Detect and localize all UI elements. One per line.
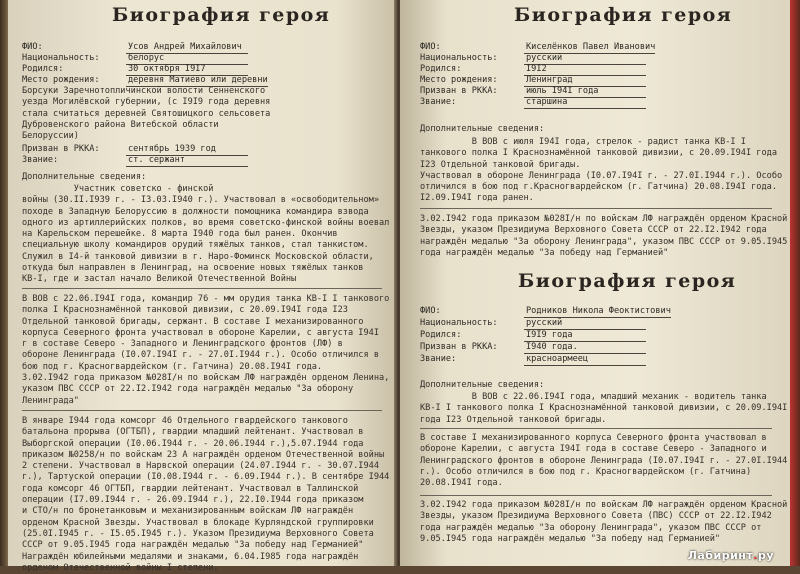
left-page: [8, 0, 396, 573]
paragraph: В ВОВ с июля I94I года, стрелок - радист танка КВ-I I танкового полка I Краснознамённой танковой дивизии, с 20.09.I94I года I23 Отдельной танковой бригады. Участвовал в обороне Ленинграда (I0.07.I94I г. - 27.0I.I944 г.). Особо отличился в бою под г.Красногвардейском (г. Гатчина) 20.08.I94I года. I2.09.I94I года ранен.: [420, 137, 783, 204]
field-value: Киселёнков Павел Иванович: [526, 42, 656, 52]
field-label: Звание:: [420, 97, 457, 107]
book-edge: [790, 0, 800, 566]
field-value: Усов Андрей Михайлович: [126, 42, 248, 54]
paragraph: В ВОВ с 22.06.I94I года, младший механик - водитель танка КВ-I I танкового полка I Краснознамённой танковой дивизии, с 20.09.I94I года I23 Отдельной танковой бригады.: [420, 392, 788, 425]
field-value: русский: [524, 53, 646, 65]
field-value: русский: [524, 318, 646, 330]
field-label: Призван в РККА:: [22, 144, 100, 154]
page-title: Биография героя: [514, 4, 733, 26]
field-rank: [420, 97, 646, 109]
field-label: Национальность:: [22, 53, 100, 63]
divider: [420, 495, 772, 496]
field-nationality: [420, 318, 646, 330]
field-drafted: [420, 342, 646, 354]
field-rank: [420, 354, 646, 366]
field-value: Родников Никола Феоктистович: [526, 306, 671, 316]
divider: [22, 288, 382, 289]
field-label: Национальность:: [420, 318, 498, 328]
field-rank: [22, 155, 248, 167]
paragraph: В январе I944 года комсорг 46 Отдельного гвардейского танкового батальона прорыва (ОГТБП), гвардии младший лейтенант. Участвовал в Выборгской операции (I0.06.I944 г. - 20.06.I944 г.),5.07.I944 года приказом №0258/н по войскам 23 А награждён орденом Отечественной войны 2 степени. Участвовал в Нарвской операции (24.07.I944 г. - 30.07.I944 г.), Тартуской операции (I0.08.I944 г. - 6.09.I944 г.). В сентябре I944 года комсорг 46 ОГТБП, гвардии лейтенант. Участвовал в Таллинской операции (I7.09.I944 г. - 26.09.I944 г.), 22.I0.I944 года приказом и СТО/н по бронетанковым и механизированным войскам ЛФ награждён орденом Красной Звезды. Участвовал в блокаде Курляндской группировки (25.0I.I945 г. - I5.05.I945 г.). Указом Президиума Верховного Совета СССР от 9.05.I945 года награждён медалью "За победу над Германией" Награждён юбилейными медалями и знаками, 6.04.I985 года награждён орденом Отечественной войны I степени.: [22, 416, 390, 573]
paragraph: 3.02.I942 года приказом №028I/н по войскам ЛФ награждён орденом Красной Звезды, указом Президиума Верховного Совета СССР от 22.I2.I942 года награждён медалью "За оборону Ленинграда", указом ПВС СССР от 9.05.I945 года награждён медалью "За победу над Германией": [420, 214, 788, 258]
extra-info-label: Дополнительные сведения:: [420, 380, 545, 390]
field-born: [420, 330, 646, 342]
watermark-logo: Лабиринт.ру: [687, 549, 774, 562]
paragraph: 3.02.I942 года приказом №028I/н по войскам ЛФ награждён орденом Красной Звезды, указом Президиума Верховного Совета (ПВС) СССР от 22.I2.I942 года награждён медалью "За оборону Ленинграда", указом ПВС СССР от 9.05.I945 года награждён медалью "За победу над Германией": [420, 500, 788, 544]
field-label: Место рождения:: [420, 75, 498, 85]
field-label: ФИО:: [420, 306, 441, 316]
field-label: Родился:: [22, 64, 64, 74]
field-value: июль I94I года: [524, 86, 646, 98]
field-value: красноармеец: [524, 354, 646, 366]
paragraph: Участник советско - финской войны (30.II.I939 г. - I3.03.I940 г.). Участвовал в «освободительном» походе в Западную Белоруссию в должности помощника командира взвода одного из артиллерийских полков, во время советско-финской войны воевал на Карельском перешейке. 8 марта I940 года был ранен. Окончив специальную школу командиров орудий тяжёлых танков, стал танкистом. Служил в I4-й танковой дивизии в г. Наро-Фоминск Московской области, откуда был направлен в Ленинград, на освоение новых тяжёлых танков КВ-I, где и застал начало Великой Отечественной Войны: [22, 184, 390, 285]
field-value: Ленинград: [524, 75, 646, 87]
birthplace-continued: Борсуки Заречнотопличинской волости Сенненского уезда Могилёвской губернии, (с I9I9 года деревня стала считаться деревней Святошицкого сельсовета Дубровенского района Витебской области Белоруссии): [22, 86, 271, 142]
extra-info-label: Дополнительные сведения:: [22, 172, 147, 182]
paragraph: В составе I механизированного корпуса Северного фронта участвовал в обороне Карелии, с августа I94I года в составе Северо - Западного и Ленинградского фронтов в обороне Ленинграда (I0.07.I94I г. - 27.0I.I944 г.). Особо отличился в бою под г. Красногвардейском (г. Гатчина) 20.08.I94I года.: [420, 433, 788, 489]
field-value: I940 года.: [524, 342, 646, 354]
page-title: Биография героя: [518, 270, 737, 292]
field-value: деревня Матиево или деревни: [128, 75, 268, 85]
field-label: ФИО:: [22, 42, 43, 52]
field-label: Родился:: [420, 330, 462, 340]
field-label: Родился:: [420, 64, 462, 74]
field-value: I9I2: [524, 64, 646, 76]
field-value: старшина: [524, 97, 646, 109]
field-value: I9I9 года: [524, 330, 646, 342]
extra-info-label: Дополнительные сведения:: [420, 124, 545, 134]
field-label: Звание:: [420, 354, 457, 364]
field-label: ФИО:: [420, 42, 441, 52]
page-title: Биография героя: [112, 4, 331, 26]
field-label: Призван в РККА:: [420, 342, 498, 352]
field-name: [420, 306, 671, 318]
field-label: Национальность:: [420, 53, 498, 63]
field-label: Место рождения:: [22, 75, 100, 85]
right-page: [400, 0, 792, 566]
field-value: белорус: [126, 53, 248, 65]
field-value: ст. сержант: [126, 155, 248, 167]
field-label: Призван в РККА:: [420, 86, 498, 96]
field-value: сентябрь 1939 год: [126, 144, 248, 156]
divider: [420, 208, 772, 209]
divider: [420, 428, 772, 429]
field-label: Звание:: [22, 155, 59, 165]
divider: [22, 410, 382, 411]
paragraph: В ВОВ с 22.06.I94I года, командир 76 - мм орудия танка КВ-I I танкового полка I Краснознамённой танковой дивизии, с 20.09.I94I года I23 Отдельной танковой бригады, сержант. В составе I механизированного корпуса Северного фронта участвовал в обороне Карелии, с августа I94I г в составе Северо - Западного и Ленинградского фронтов (ЛФ) в обороне Ленинграда (I0.07.I94I г. - 27.0I.I944 г.). Особо отличился в бою под г. Красногвардейском (г. Гатчина) 20.08.I94I года. 3.02.I942 года приказом №028I/н по войскам ЛФ награждён орденом Ленина, указом ПВС СССР от 22.I2.I942 года награждён медалью "За оборону Ленинграда": [22, 294, 390, 406]
field-value: 30 октября I9I7: [126, 64, 248, 76]
